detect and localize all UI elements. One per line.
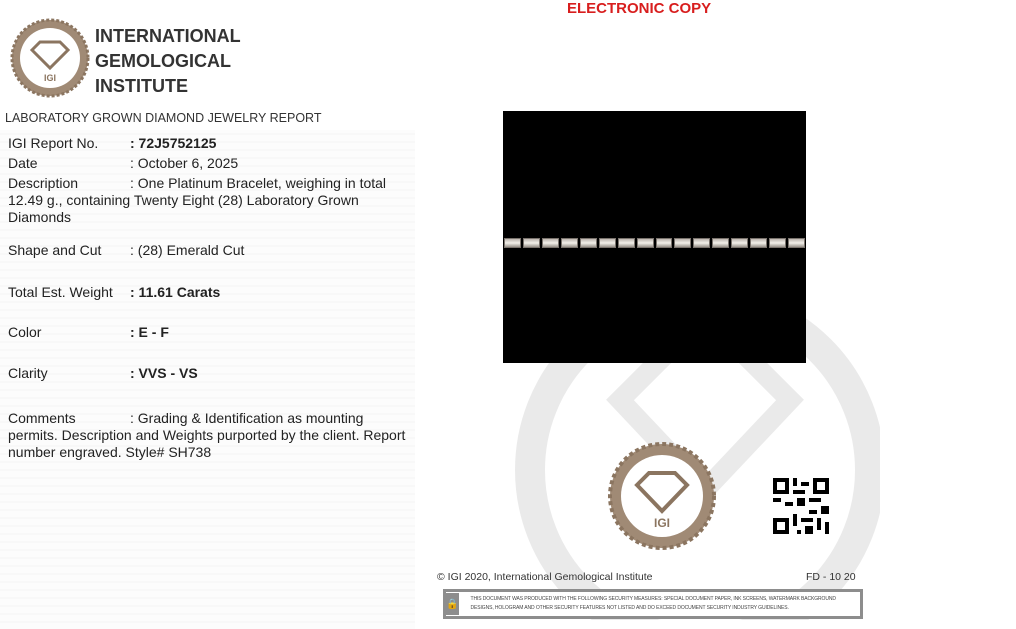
field-value: : VVS - VS (130, 365, 198, 381)
field-label: Total Est. Weight (8, 284, 113, 300)
field-comments (8, 410, 413, 461)
field-date (8, 155, 238, 172)
field-value: : E - F (130, 324, 169, 340)
institute-name-line: INSTITUTE (95, 76, 188, 96)
field-value: : (28) Emerald Cut (130, 242, 245, 258)
field-value: : 11.61 Carats (130, 284, 221, 300)
institute-name-line: GEMOLOGICAL (95, 51, 231, 71)
field-report-no (8, 135, 216, 152)
field-value: : One Platinum Bracelet, weighing in total 12.49 g., containing Twenty Eight (28) Laboratory Grown Diamonds (8, 175, 387, 225)
field-total-weight (8, 284, 220, 301)
field-value: : 72J5752125 (130, 135, 217, 151)
security-notice (443, 589, 863, 619)
institute-name (95, 24, 241, 99)
field-description (8, 175, 393, 226)
bracelet-image (503, 238, 806, 248)
field-label: Shape and Cut (8, 242, 102, 258)
field-label: Clarity (8, 365, 48, 381)
field-shape-cut (8, 242, 244, 259)
institute-name-line: INTERNATIONAL (95, 26, 241, 46)
field-clarity (8, 365, 198, 382)
svg-text:IGI: IGI (43, 73, 57, 83)
field-value: : October 6, 2025 (130, 155, 239, 171)
security-text: THIS DOCUMENT WAS PRODUCED WITH THE FOLLOWING SECURITY MEASURES: SPECIAL DOCUMENT PAPER, INK SCREENS, WATERMARK BACKGROUND DESIGNS, HOLOGRAM AND OTHER SECURITY FEATURES NOT LISTED AND DO EXCEED DOCUMENT SECURITY INDUSTRY GUIDELINES. (470, 596, 836, 611)
field-label: IGI Report No. (8, 135, 99, 151)
report-title: LABORATORY GROWN DIAMOND JEWELRY REPORT (5, 111, 322, 125)
field-value: : Grading & Identification as mounting permits. Description and Weights purported by the client. Report number engraved. Style# SH738 (8, 410, 406, 460)
bracelet-photo (503, 111, 806, 363)
igi-logo-seal (10, 18, 90, 98)
copyright: © IGI 2020, International Gemological Institute (437, 571, 653, 583)
field-label: Date (8, 155, 38, 171)
field-color (8, 324, 169, 341)
field-label: Comments (8, 410, 76, 426)
igi-seal (607, 441, 717, 551)
svg-text:IGI: IGI (653, 516, 671, 530)
qr-code[interactable] (773, 478, 829, 534)
form-code: FD - 10 20 (806, 571, 856, 583)
lock-document-icon: 🔒 (446, 593, 459, 615)
field-label: Color (8, 324, 42, 340)
field-label: Description (8, 175, 79, 191)
electronic-copy-label: ELECTRONIC COPY (567, 0, 712, 17)
